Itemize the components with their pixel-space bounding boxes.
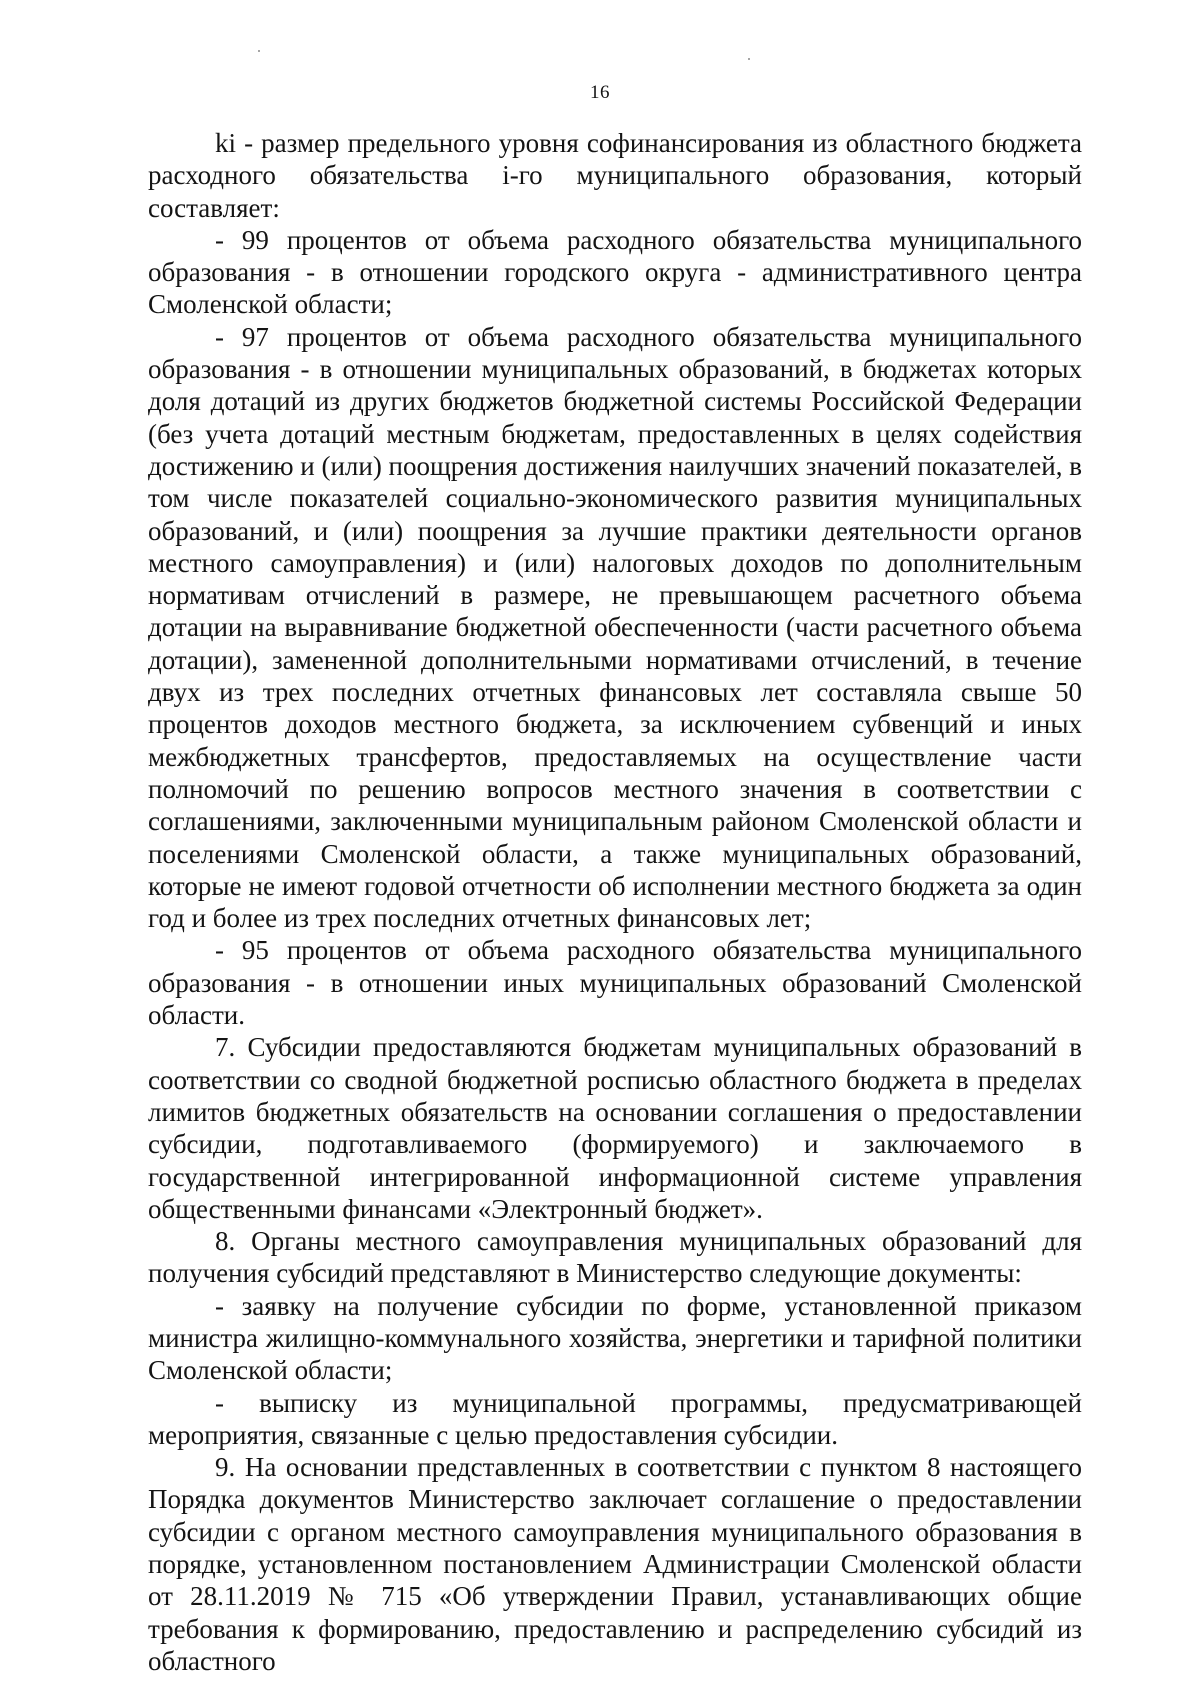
scan-speck	[258, 50, 260, 52]
paragraph-99-percent: - 99 процентов от объема расходного обязательства муниципального образования - в отношении городского округа - административного центра Смоленской области;	[148, 224, 1082, 320]
paragraph-ki-definition: ki - размер предельного уровня софинансирования из областного бюджета расходного обязательства i-го муниципального образования, который составляет:	[148, 128, 1082, 223]
scan-speck	[748, 58, 750, 60]
paragraph-item-7: 7. Субсидии предоставляются бюджетам муниципальных образований в соответствии со сводной бюджетной росписью областного бюджета в пределах лимитов бюджетных обязательств на основании соглашения о предоставлении субсидии, подготавливаемого (формируемого) и заключаемого в государственной интегрированной информационной системе управления общественными финансами «Электронный бюджет».	[148, 1032, 1082, 1224]
paragraph-97-percent: - 97 процентов от объема расходного обязательства муниципального образования - в отношении муниципальных образований, в бюджетах которых доля дотаций из других бюджетов бюджетной системы Российской Федерации (без учета дотаций местным бюджетам, предоставленных в целях содействия достижению и (или) поощрения достижения наилучших значений показателей, в том числе показателей социально-экономического развития муниципальных образований, и (или) поощрения за лучшие практики деятельности органов местного самоуправления) и (или) налоговых доходов по дополнительным нормативам отчислений в размере, не превышающем расчетного объема дотации на выравнивание бюджетной обеспеченности (части расчетного объема дотации), замененной дополнительными нормативами отчислений, в течение двух из трех последних отчетных финансовых лет составляла свыше 50 процентов доходов местного бюджета, за исключением субвенций и иных межбюджетных трансфертов, предоставляемых на осуществление части полномочий по решению вопросов местного значения в соответствии с соглашениями, заключенными муниципальным районом Смоленской области и поселениями Смоленской области, а также муниципальных образований, которые не имеют годовой отчетности об исполнении местного бюджета за один год и более из трех последних отчетных финансовых лет;	[148, 321, 1082, 934]
page-number: 16	[590, 82, 610, 103]
document-body	[148, 127, 1082, 1677]
paragraph-95-percent: - 95 процентов от объема расходного обязательства муниципального образования - в отношении иных муниципальных образований Смоленской области.	[148, 935, 1082, 1031]
paragraph-item-9: 9. На основании представленных в соответствии с пунктом 8 настоящего Порядка документов Министерство заключает соглашение о предоставлении субсидии с органом местного самоуправления муниципального образования в порядке, установленном постановлением Администрации Смоленской области от 28.11.2019 № 715 «Об утверждении Правил, устанавливающих общие требования к формированию, предоставлению и распределению субсидий из областного	[148, 1452, 1082, 1676]
paragraph-application: - заявку на получение субсидии по форме, установленной приказом министра жилищно-коммунального хозяйства, энергетики и тарифной политики Смоленской области;	[148, 1290, 1082, 1386]
paragraph-item-8: 8. Органы местного самоуправления муниципальных образований для получения субсидий представляют в Министерство следующие документы:	[148, 1226, 1082, 1289]
paragraph-program-extract: - выписку из муниципальной программы, предусматривающей мероприятия, связанные с целью предоставления субсидии.	[148, 1387, 1082, 1450]
